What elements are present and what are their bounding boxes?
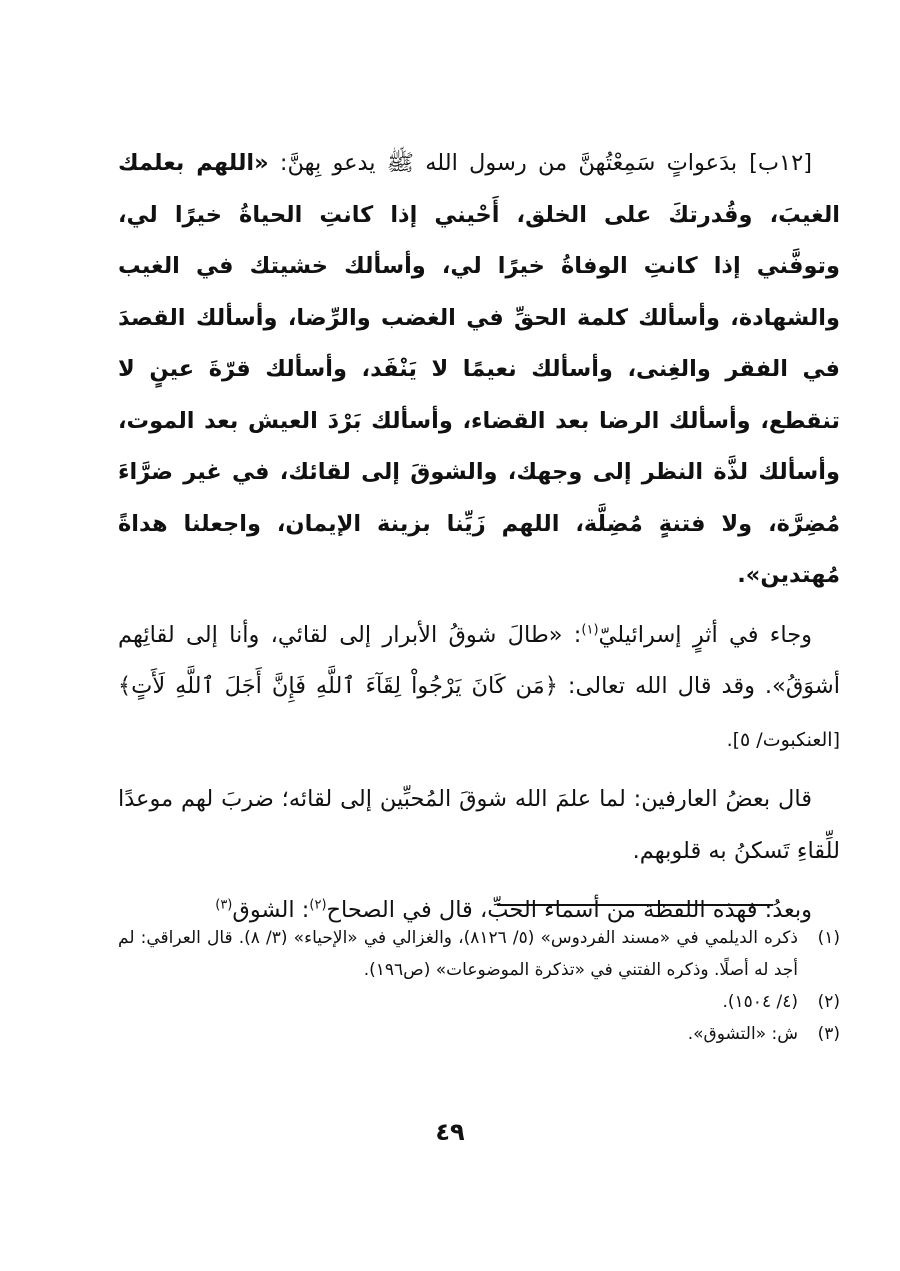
footnote-separator xyxy=(497,904,773,906)
hadith-intro: بدَعواتٍ سَمِعْتُهنَّ من رسول الله ﷺ يدعو بِهنَّ: xyxy=(268,150,738,176)
verse-reference: [العنكبوت/ ٥]. xyxy=(726,728,840,751)
definition-intro: وبعدُ: فهذه اللفظة من أسماء الحبِّ، قال في الصحاح xyxy=(326,897,812,923)
footnote-ref-2[interactable]: (٢) xyxy=(309,897,327,913)
footnote-3 xyxy=(118,1018,840,1050)
definition-text: : الشوق xyxy=(232,897,310,923)
quran-verse: ﴿مَن كَانَ يَرْجُواْ لِقَآءَ ٱللَّهِ فَإِنَّ أَجَلَ ٱللَّهِ لَأَتٍ﴾ xyxy=(118,673,558,699)
manuscript-folio-marker: [١٢ب] xyxy=(749,150,812,176)
narration-intro: وجاء في أثرٍ إسرائيليّ xyxy=(598,621,812,648)
hadith-supplication: «اللهم بعلمك الغيبَ، وقُدرتكَ على الخلق، أَحْيني إذا كانتِ الحياةُ خيرًا لي، وتوفَّني إذا كانتِ الوفاةُ خيرًا لي، وأسألك خشيتك في الغيب والشهادة، وأسألك كلمة الحقِّ في الغضب والرِّضا، وأسألك القصدَ في الفقر والغِنى، وأسألك نعيمًا لا يَنْفَد، وأسألك قرّةَ عينٍ لا تنقطع، وأسألك الرضا بعد القضاء، وأسألك بَرْدَ العيش بعد الموت، وأسألك لذَّة النظر إلى وجهك، والشوقَ إلى لقائك، في غير ضرَّاءَ مُضِرَّة، ولا فتنةٍ مُضِلَّة، اللهم زَيِّنا بزينة الإيمان، واجعلنا هداةً مُهتدين». xyxy=(118,150,840,588)
scholar-quote: قال بعضُ العارفين: لما علمَ الله شوقَ المُحبِّين إلى لقائه؛ ضربَ لهم موعدًا للِّقاءِ تَسكنُ به قلوبهم. xyxy=(118,786,840,864)
footnote-number: (٣) xyxy=(817,1024,840,1044)
footnote-2 xyxy=(118,986,840,1018)
footnote-ref-1[interactable]: (١) xyxy=(581,622,599,637)
israeli-narration-paragraph xyxy=(118,610,840,767)
footnote-ref-3[interactable]: (٣) xyxy=(215,897,233,913)
footnote-number: (٢) xyxy=(817,992,840,1012)
hadith-paragraph xyxy=(118,138,840,602)
footnote-text: (٤/ ١٥٠٤). xyxy=(722,992,798,1012)
scholar-quote-paragraph xyxy=(118,774,840,877)
footnote-number: (١) xyxy=(817,928,840,948)
footnote-text: ش: «التشوق». xyxy=(687,1024,798,1044)
narration-text: : «طالَ شوقُ الأبرار إلى لقائي، وأنا إلى لقائِهم أشوَقُ». وقد قال الله تعالى: xyxy=(118,621,840,699)
footnote-1 xyxy=(118,922,840,986)
page-number: ٤٩ xyxy=(435,1118,465,1146)
footnotes xyxy=(118,922,840,1050)
footnote-text: ذكره الديلمي في «مسند الفردوس» (٥/ ٨١٢٦)، والغزالي في «الإحياء» (٣/ ٨). قال العراقي: لم أجد له أصلًا. وذكره الفتني في «تذكرة الموضوعات» (ص١٩٦). xyxy=(118,928,798,980)
main-text xyxy=(118,138,840,937)
